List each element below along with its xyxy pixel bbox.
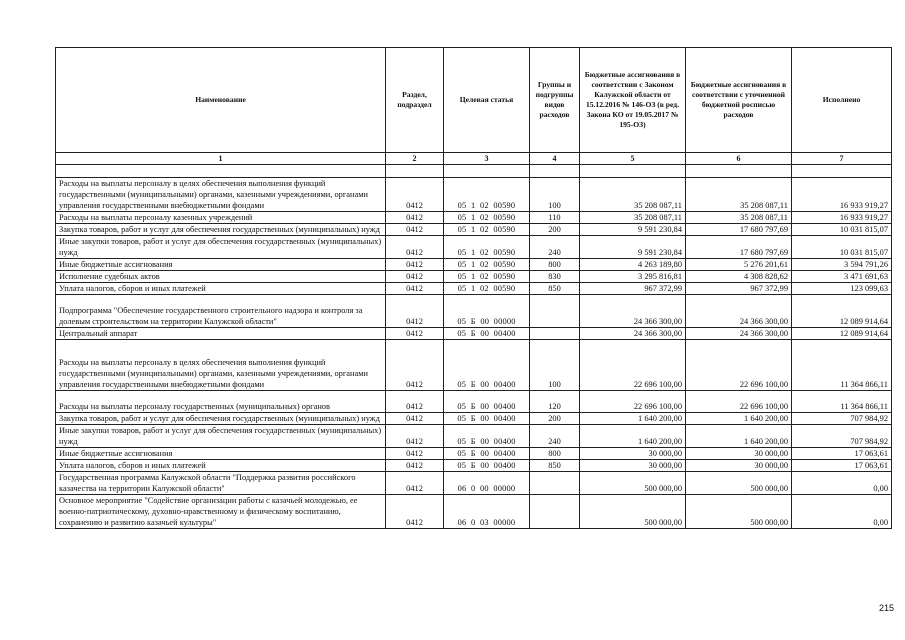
- row-section: 0412: [386, 271, 444, 283]
- row-executed: 3 471 691,63: [792, 271, 892, 283]
- table-row: [56, 212, 892, 224]
- table-row: [56, 178, 892, 212]
- row-law: 35 208 087,11: [580, 212, 686, 224]
- row-target: 06 0 00 00000: [444, 472, 530, 495]
- column-number: 4: [530, 153, 580, 165]
- row-executed: 17 063,61: [792, 460, 892, 472]
- table-row: [56, 259, 892, 271]
- row-law: 500 000,00: [580, 472, 686, 495]
- row-law: 24 366 300,00: [580, 295, 686, 328]
- row-refined: 22 696 100,00: [686, 391, 792, 413]
- table-row: [56, 328, 892, 340]
- row-group: 240: [530, 425, 580, 448]
- row-executed: 12 089 914,64: [792, 328, 892, 340]
- row-group: 800: [530, 259, 580, 271]
- row-executed: 3 594 791,26: [792, 259, 892, 271]
- budget-table: [55, 47, 892, 529]
- row-name: Подпрограмма "Обеспечение государственного строительного надзора и контроля за долевым строительством на территории Калужской области": [56, 295, 386, 328]
- table-row: [56, 425, 892, 448]
- row-executed: 0,00: [792, 472, 892, 495]
- table-row: [56, 271, 892, 283]
- row-group: 850: [530, 460, 580, 472]
- row-section: 0412: [386, 460, 444, 472]
- row-refined: 24 366 300,00: [686, 328, 792, 340]
- row-group: 200: [530, 413, 580, 425]
- row-target: 06 0 03 00000: [444, 495, 530, 529]
- row-target: 05 1 02 00590: [444, 259, 530, 271]
- row-target: 05 Б 00 00400: [444, 425, 530, 448]
- row-group: 100: [530, 178, 580, 212]
- table-row: [56, 283, 892, 295]
- row-law: 30 000,00: [580, 460, 686, 472]
- table-row: [56, 236, 892, 259]
- row-name: Основное мероприятие "Содействие организации работы с казачьей молодежью, ее военно-патриотическому, духовно-нравственному и физическому воспитанию, сохранению и развитию казачьей культуры": [56, 495, 386, 529]
- header-law: Бюджетные ассигнования в соответствии с Законом Калужской области от 15.12.2016 № 146-ОЗ (в ред. Закона КО от 19.05.2017 № 195-ОЗ): [580, 48, 686, 153]
- row-section: 0412: [386, 178, 444, 212]
- row-section: 0412: [386, 425, 444, 448]
- row-target: 05 1 02 00590: [444, 283, 530, 295]
- row-group: [530, 328, 580, 340]
- row-name: Государственная программа Калужской области "Поддержка развития российского казачества на территории Калужской области": [56, 472, 386, 495]
- column-number: 6: [686, 153, 792, 165]
- row-refined: 17 680 797,69: [686, 224, 792, 236]
- table-row: [56, 224, 892, 236]
- row-law: 3 295 816,81: [580, 271, 686, 283]
- row-section: 0412: [386, 224, 444, 236]
- page-number: 215: [878, 603, 894, 613]
- row-executed: 11 364 866,11: [792, 340, 892, 391]
- row-refined: 500 000,00: [686, 495, 792, 529]
- row-refined: 4 308 828,62: [686, 271, 792, 283]
- row-executed: 17 063,61: [792, 448, 892, 460]
- row-executed: 12 089 914,64: [792, 295, 892, 328]
- row-target: 05 Б 00 00400: [444, 328, 530, 340]
- row-section: 0412: [386, 328, 444, 340]
- row-target: 05 1 02 00590: [444, 236, 530, 259]
- row-law: 9 591 230,84: [580, 236, 686, 259]
- row-section: 0412: [386, 283, 444, 295]
- column-number: 2: [386, 153, 444, 165]
- header-groups: Группы и подгруппы видов расходов: [530, 48, 580, 153]
- row-law: 35 208 087,11: [580, 178, 686, 212]
- row-law: 22 696 100,00: [580, 340, 686, 391]
- row-law: 1 640 200,00: [580, 413, 686, 425]
- row-name: Расходы на выплаты персоналу казенных учреждений: [56, 212, 386, 224]
- row-law: 967 372,99: [580, 283, 686, 295]
- row-name: Иные бюджетные ассигнования: [56, 259, 386, 271]
- row-group: 240: [530, 236, 580, 259]
- row-executed: 707 984,92: [792, 413, 892, 425]
- spacer-row: [56, 165, 892, 178]
- row-refined: 24 366 300,00: [686, 295, 792, 328]
- row-name: Центральный аппарат: [56, 328, 386, 340]
- table-header-row: [56, 48, 892, 153]
- row-target: 05 Б 00 00400: [444, 391, 530, 413]
- row-executed: 0,00: [792, 495, 892, 529]
- row-refined: 5 276 201,61: [686, 259, 792, 271]
- row-group: 110: [530, 212, 580, 224]
- header-name: Наименование: [56, 48, 386, 153]
- row-group: 100: [530, 340, 580, 391]
- row-name: Иные бюджетные ассигнования: [56, 448, 386, 460]
- row-group: 800: [530, 448, 580, 460]
- row-group: 830: [530, 271, 580, 283]
- table-row: [56, 413, 892, 425]
- row-executed: 10 031 815,07: [792, 224, 892, 236]
- row-name: Закупка товаров, работ и услуг для обеспечения государственных (муниципальных) нужд: [56, 224, 386, 236]
- row-executed: 123 099,63: [792, 283, 892, 295]
- row-name: Иные закупки товаров, работ и услуг для обеспечения государственных (муниципальных) нужд: [56, 425, 386, 448]
- row-group: 850: [530, 283, 580, 295]
- row-name: Закупка товаров, работ и услуг для обеспечения государственных (муниципальных) нужд: [56, 413, 386, 425]
- row-law: 30 000,00: [580, 448, 686, 460]
- row-target: 05 1 02 00590: [444, 212, 530, 224]
- column-number: 5: [580, 153, 686, 165]
- row-law: 4 263 189,80: [580, 259, 686, 271]
- table-row: [56, 391, 892, 413]
- column-number: 7: [792, 153, 892, 165]
- table-row: [56, 460, 892, 472]
- table-row: [56, 472, 892, 495]
- row-name: Расходы на выплаты персоналу государственных (муниципальных) органов: [56, 391, 386, 413]
- row-section: 0412: [386, 259, 444, 271]
- row-name: Расходы на выплаты персоналу в целях обеспечения выполнения функций государственными (муниципальными) органами, казенными учреждениями, органами управления государственными внебюджетными фондами: [56, 178, 386, 212]
- row-refined: 22 696 100,00: [686, 340, 792, 391]
- row-target: 05 1 02 00590: [444, 271, 530, 283]
- row-target: 05 Б 00 00000: [444, 295, 530, 328]
- row-refined: 35 208 087,11: [686, 178, 792, 212]
- row-refined: 30 000,00: [686, 448, 792, 460]
- row-section: 0412: [386, 472, 444, 495]
- row-group: [530, 295, 580, 328]
- table-row: [56, 448, 892, 460]
- row-name: Расходы на выплаты персоналу в целях обеспечения выполнения функций государственными (муниципальными) органами, казенными учреждениями, органами управления государственными внебюджетными фондами: [56, 340, 386, 391]
- row-law: 24 366 300,00: [580, 328, 686, 340]
- row-target: 05 Б 00 00400: [444, 448, 530, 460]
- row-executed: 11 364 866,11: [792, 391, 892, 413]
- row-group: 200: [530, 224, 580, 236]
- row-name: Исполнение судебных актов: [56, 271, 386, 283]
- row-refined: 967 372,99: [686, 283, 792, 295]
- row-law: 500 000,00: [580, 495, 686, 529]
- header-target: Целевая статья: [444, 48, 530, 153]
- row-section: 0412: [386, 391, 444, 413]
- row-target: 05 1 02 00590: [444, 224, 530, 236]
- table-row: [56, 340, 892, 391]
- row-executed: 16 933 919,27: [792, 178, 892, 212]
- row-name: Уплата налогов, сборов и иных платежей: [56, 460, 386, 472]
- column-number: 3: [444, 153, 530, 165]
- row-refined: 1 640 200,00: [686, 425, 792, 448]
- table-row: [56, 295, 892, 328]
- column-number-row: [56, 153, 892, 165]
- row-section: 0412: [386, 340, 444, 391]
- table-row: [56, 495, 892, 529]
- row-executed: 707 984,92: [792, 425, 892, 448]
- column-number: 1: [56, 153, 386, 165]
- row-target: 05 1 02 00590: [444, 178, 530, 212]
- row-group: [530, 472, 580, 495]
- row-section: 0412: [386, 236, 444, 259]
- row-refined: 500 000,00: [686, 472, 792, 495]
- row-refined: 17 680 797,69: [686, 236, 792, 259]
- header-executed: Исполнено: [792, 48, 892, 153]
- row-group: 120: [530, 391, 580, 413]
- row-executed: 10 031 815,07: [792, 236, 892, 259]
- row-target: 05 Б 00 00400: [444, 340, 530, 391]
- row-section: 0412: [386, 413, 444, 425]
- row-group: [530, 495, 580, 529]
- row-executed: 16 933 919,27: [792, 212, 892, 224]
- header-refined: Бюджетные ассигнования в соответствии с уточненной бюджетной росписью расходов: [686, 48, 792, 153]
- row-section: 0412: [386, 495, 444, 529]
- row-refined: 30 000,00: [686, 460, 792, 472]
- row-law: 22 696 100,00: [580, 391, 686, 413]
- row-target: 05 Б 00 00400: [444, 413, 530, 425]
- row-law: 1 640 200,00: [580, 425, 686, 448]
- row-refined: 35 208 087,11: [686, 212, 792, 224]
- row-section: 0412: [386, 212, 444, 224]
- row-section: 0412: [386, 448, 444, 460]
- row-refined: 1 640 200,00: [686, 413, 792, 425]
- row-law: 9 591 230,84: [580, 224, 686, 236]
- header-section: Раздел, подраздел: [386, 48, 444, 153]
- row-target: 05 Б 00 00400: [444, 460, 530, 472]
- row-name: Иные закупки товаров, работ и услуг для обеспечения государственных (муниципальных) нужд: [56, 236, 386, 259]
- row-name: Уплата налогов, сборов и иных платежей: [56, 283, 386, 295]
- row-section: 0412: [386, 295, 444, 328]
